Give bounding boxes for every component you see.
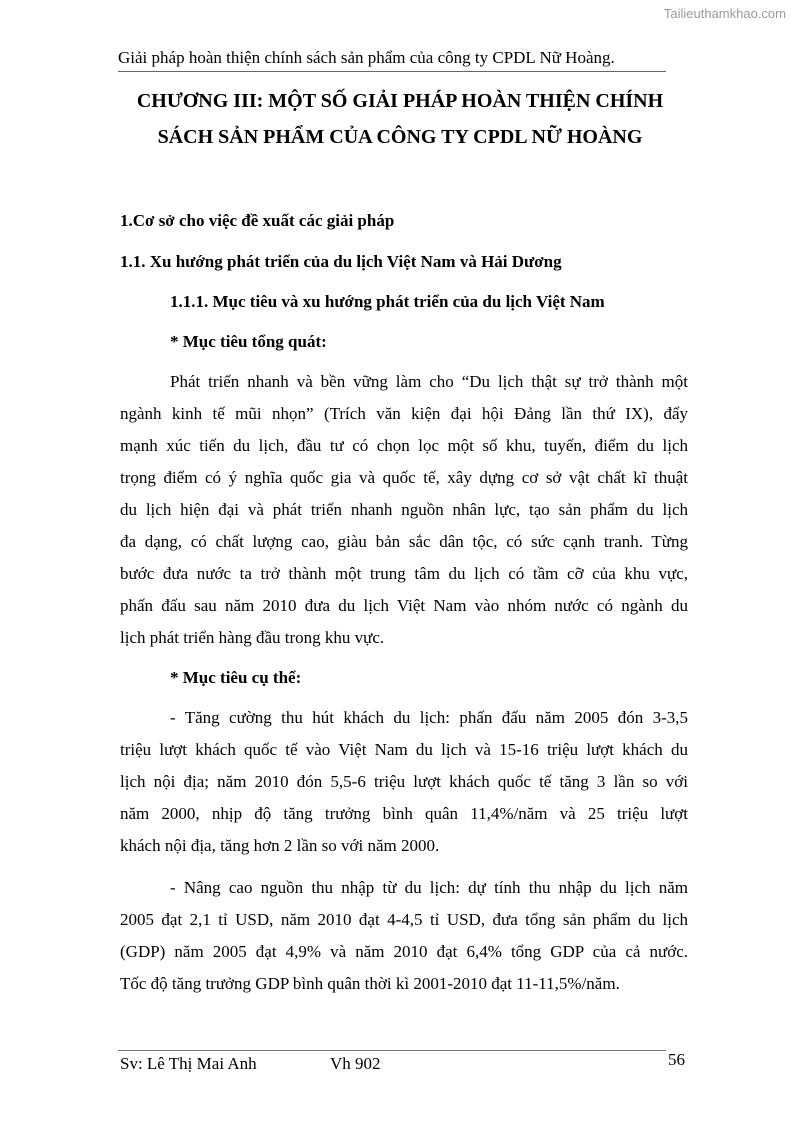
heading-1-1-1: 1.1.1. Mục tiêu và xu hướng phát triển của du lịch Việt Nam: [170, 292, 605, 311]
heading-1: 1.Cơ sở cho việc đề xuất các giải pháp: [120, 211, 395, 230]
text-line: 2005 đạt 2,1 tỉ USD, năm 2010 đạt 4-4,5 tỉ USD, đưa tổng sản phẩm du lịch: [120, 910, 688, 929]
footer-class: Vh 902: [330, 1054, 381, 1073]
text-line: phấn đấu sau năm 2010 đưa du lịch Việt Nam vào nhóm nước có ngành du: [120, 596, 688, 615]
text-line: - Nâng cao nguồn thu nhập từ du lịch: dự tính thu nhập du lịch năm: [170, 878, 688, 897]
text-line: trọng điểm có ý nghĩa quốc gia và quốc tế, xây dựng cơ sở vật chất kĩ thuật: [120, 468, 688, 487]
text-line: (GDP) năm 2005 đạt 4,9% và năm 2010 đạt 6,4% tổng GDP của cả nước.: [120, 942, 688, 961]
chapter-title-line-1: CHƯƠNG III: MỘT SỐ GIẢI PHÁP HOÀN THIỆN CHÍNH: [136, 90, 664, 112]
text-line: Phát triển nhanh và bền vững làm cho “Du lịch thật sự trở thành một: [170, 372, 688, 391]
text-line: lịch phát triển hàng đầu trong khu vực.: [120, 628, 385, 647]
text-line: - Tăng cường thu hút khách du lịch: phấn đấu năm 2005 đón 3-3,5: [170, 708, 688, 727]
text-line: đa dạng, có chất lượng cao, giàu bản sắc dân tộc, có sức cạnh tranh. Từng: [120, 532, 688, 551]
text-line: lịch nội địa; năm 2010 đón 5,5-6 triệu lượt khách quốc tế tăng 3 lần so với: [120, 772, 688, 791]
page-number: 56: [668, 1050, 685, 1069]
text-line: mạnh xúc tiến du lịch, đầu tư có chọn lọc một số khu, tuyến, điểm du lịch: [120, 436, 688, 455]
text-line: Tốc độ tăng trưởng GDP bình quân thời kì 2001-2010 đạt 11-11,5%/năm.: [120, 974, 620, 993]
text-line: ngành kinh tế mũi nhọn” (Trích văn kiện đại hội Đảng lần thứ IX), đẩy: [120, 404, 688, 423]
watermark: Tailieuthamkhao.com: [663, 6, 786, 21]
running-header: Giải pháp hoàn thiện chính sách sản phẩm của công ty CPDL Nữ Hoàng.: [118, 48, 666, 72]
text-line: bước đưa nước ta trở thành một trung tâm du lịch có tầm cỡ của khu vực,: [120, 564, 688, 583]
heading-1-1: 1.1. Xu hướng phát triển của du lịch Việt Nam và Hải Dương: [120, 252, 562, 271]
text-line: du lịch hiện đại và phát triển nhanh nguồn nhân lực, tạo sản phẩm du lịch: [120, 500, 688, 519]
text-line: khách nội địa, tăng hơn 2 lần so với năm 2000.: [120, 836, 440, 855]
heading-general-goal: * Mục tiêu tổng quát:: [170, 332, 327, 351]
text-line: năm 2000, nhịp độ tăng trưởng bình quân 11,4%/năm và 25 triệu lượt: [120, 804, 688, 823]
footer-rule: [118, 1050, 666, 1051]
footer-student: Sv: Lê Thị Mai Anh: [120, 1054, 257, 1073]
text-line: triệu lượt khách quốc tế vào Việt Nam du lịch và 15-16 triệu lượt khách du: [120, 740, 688, 759]
chapter-title-line-2: SÁCH SẢN PHẨM CỦA CÔNG TY CPDL NỮ HOÀNG: [157, 126, 643, 148]
heading-specific-goal: * Mục tiêu cụ thể:: [170, 668, 302, 687]
